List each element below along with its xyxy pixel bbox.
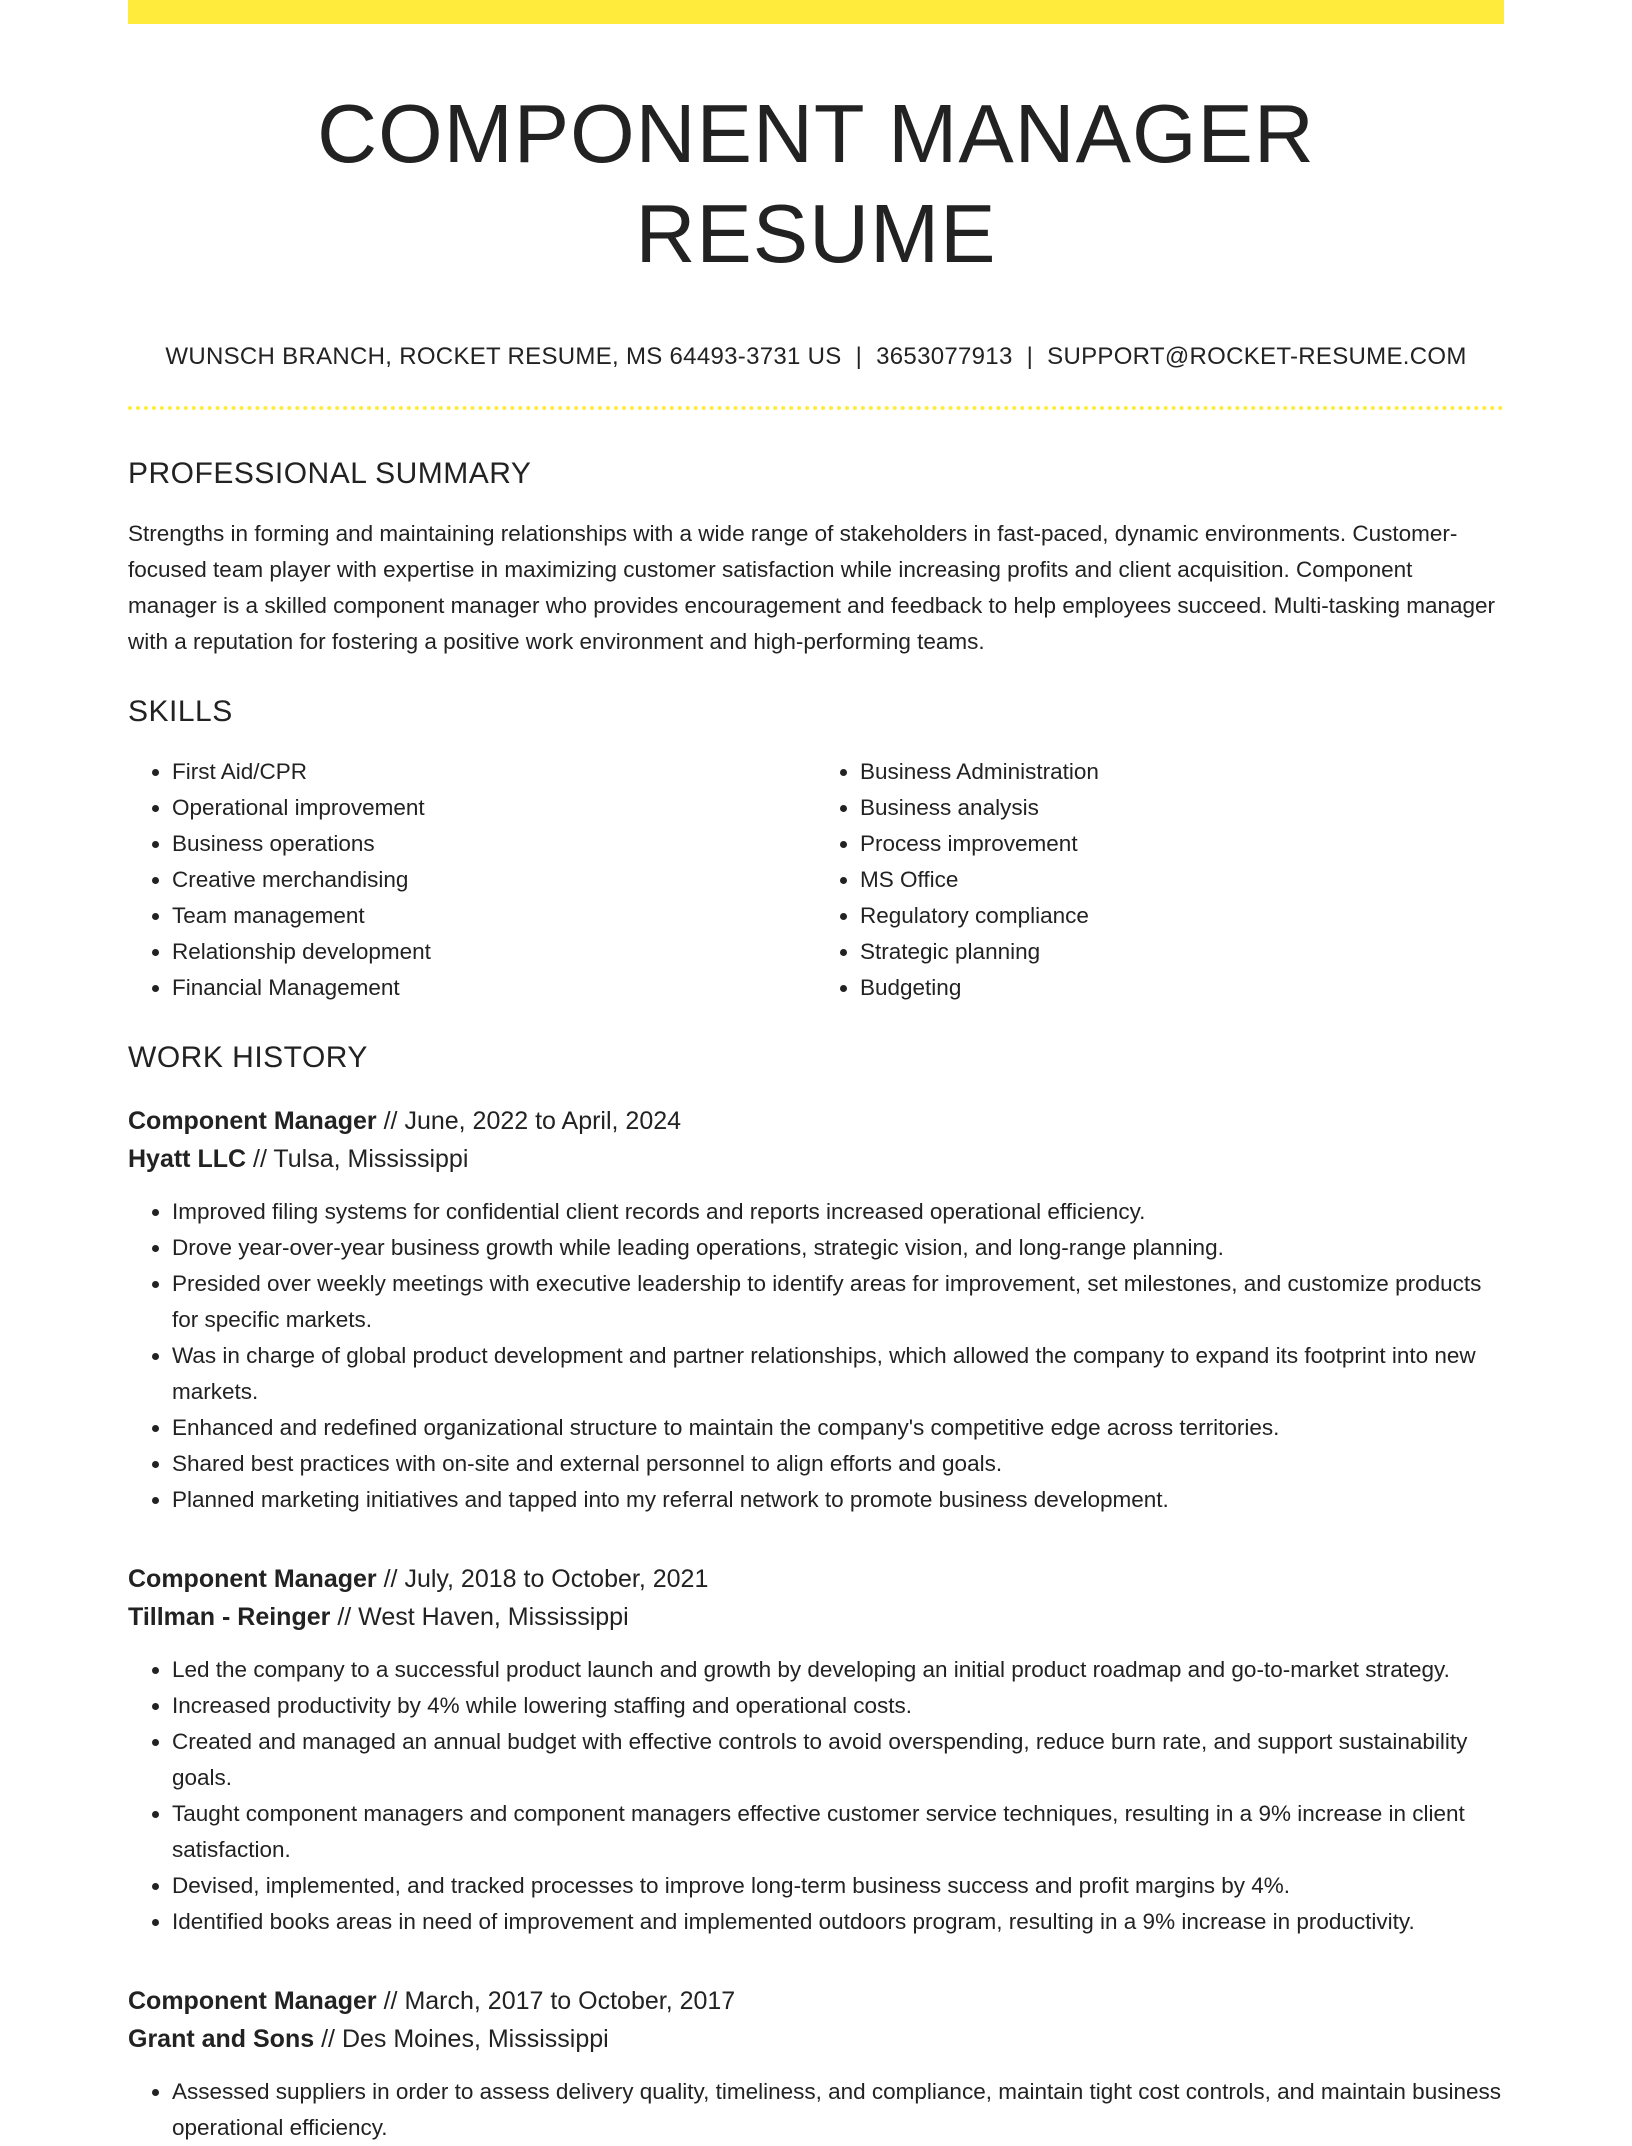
job-location: Tulsa, Mississippi	[273, 1145, 469, 1174]
contact-email: SUPPORT@ROCKET-RESUME.COM	[1047, 343, 1467, 371]
skill-item: • Regulatory compliance	[860, 898, 1504, 934]
contact-address: WUNSCH BRANCH, ROCKET RESUME, MS 64493-3731 US	[165, 343, 842, 371]
resume-title: COMPONENT MANAGER RESUME	[317, 87, 1315, 280]
job-bullet: • Devised, implemented, and tracked processes to improve long-term business success and profit margins by 4%.	[172, 1868, 1504, 1904]
dotted-divider	[128, 406, 1504, 410]
job-bullet: • Enhanced and redefined organizational structure to maintain the company's competitive edge across territories.	[172, 1410, 1504, 1446]
contact-separator: |	[855, 343, 863, 371]
job-entry	[128, 1560, 1504, 1940]
job-divider: //	[383, 1565, 398, 1594]
job-company-line	[128, 2020, 1504, 2058]
job-company: Tillman - Reinger	[128, 1603, 331, 1632]
job-role-line	[128, 1102, 1504, 1140]
job-company: Hyatt LLC	[128, 1145, 247, 1174]
job-role: Component Manager	[128, 1565, 377, 1594]
skill-item: • First Aid/CPR	[172, 754, 816, 790]
job-entry	[128, 1982, 1504, 2146]
job-dates: June, 2022 to April, 2024	[404, 1107, 682, 1136]
job-bullet: • Identified books areas in need of improvement and implemented outdoors program, resulting in a 9% increase in productivity.	[172, 1904, 1504, 1940]
contact-phone: 3653077913	[876, 343, 1013, 371]
job-role-line	[128, 1982, 1504, 2020]
job-dates: July, 2018 to October, 2021	[404, 1565, 709, 1594]
skill-item: • Team management	[172, 898, 816, 934]
job-bullet: • Drove year-over-year business growth while leading operations, strategic vision, and long-range planning.	[172, 1230, 1504, 1266]
accent-top-bar	[128, 0, 1504, 24]
job-divider: //	[383, 1107, 398, 1136]
job-bullet: • Taught component managers and component managers effective customer service techniques, resulting in a 9% increase in client satisfaction.	[172, 1796, 1504, 1868]
summary-text: Strengths in forming and maintaining relationships with a wide range of stakeholders in fast-paced, dynamic environments. Customer-focused team player with expertise in maximizing customer satisfaction while increasing profits and client acquisition. Component manager is a skilled component manager who provides encouragement and feedback to help employees succeed. Multi-tasking manager with a reputation for fostering a positive work environment and high-performing teams.	[128, 521, 1496, 655]
job-bullet: • Assessed suppliers in order to assess delivery quality, timeliness, and compliance, maintain tight cost controls, and maintain business operational efficiency.	[172, 2074, 1504, 2146]
job-bullet: • Presided over weekly meetings with executive leadership to identify areas for improvement, set milestones, and customize products for specific markets.	[172, 1266, 1504, 1338]
job-company: Grant and Sons	[128, 2025, 315, 2054]
skills-heading: SKILLS	[128, 695, 233, 729]
job-divider: //	[337, 1603, 352, 1632]
job-role-line	[128, 1560, 1504, 1598]
job-bullets	[128, 1652, 1504, 1940]
skill-item: • Strategic planning	[860, 934, 1504, 970]
job-bullets	[128, 2074, 1504, 2146]
job-bullet: • Led the company to a successful product launch and growth by developing an initial product roadmap and go-to-market strategy.	[172, 1652, 1504, 1688]
job-divider: //	[253, 1145, 267, 1174]
contact-separator: |	[1026, 343, 1034, 371]
contact-line	[128, 341, 1504, 372]
job-location: West Haven, Mississippi	[358, 1603, 629, 1632]
job-role: Component Manager	[128, 1987, 377, 2016]
job-bullet: • Created and managed an annual budget with effective controls to avoid overspending, reduce burn rate, and support sustainability goals.	[172, 1724, 1504, 1796]
job-divider: //	[321, 2025, 335, 2054]
job-bullet: • Increased productivity by 4% while lowering staffing and operational costs.	[172, 1688, 1504, 1724]
job-location: Des Moines, Mississippi	[341, 2025, 609, 2054]
job-bullet: • Planned marketing initiatives and tapped into my referral network to promote business development.	[172, 1482, 1504, 1518]
job-divider: //	[383, 1987, 398, 2016]
skill-item: • MS Office	[860, 862, 1504, 898]
summary-heading: PROFESSIONAL SUMMARY	[128, 457, 532, 491]
skill-item: • Process improvement	[860, 826, 1504, 862]
skill-item: • Operational improvement	[172, 790, 816, 826]
work-history-heading: WORK HISTORY	[128, 1041, 368, 1075]
skills-grid	[128, 754, 1504, 1006]
skills-list-left	[128, 754, 816, 1006]
skill-item: • Financial Management	[172, 970, 816, 1006]
job-dates: March, 2017 to October, 2017	[404, 1987, 736, 2016]
skill-item: • Business Administration	[860, 754, 1504, 790]
skill-item: • Business operations	[172, 826, 816, 862]
job-role: Component Manager	[128, 1107, 377, 1136]
job-bullet: • Was in charge of global product development and partner relationships, which allowed the company to expand its footprint into new markets.	[172, 1338, 1504, 1410]
job-bullets	[128, 1194, 1504, 1518]
resume-page	[128, 0, 1504, 2146]
skills-list-right	[816, 754, 1504, 1006]
job-company-line	[128, 1140, 1504, 1178]
job-bullet: • Improved filing systems for confidential client records and reports increased operational efficiency.	[172, 1194, 1504, 1230]
job-company-line	[128, 1598, 1504, 1636]
skill-item: • Creative merchandising	[172, 862, 816, 898]
job-bullet: • Shared best practices with on-site and external personnel to align efforts and goals.	[172, 1446, 1504, 1482]
skill-item: • Business analysis	[860, 790, 1504, 826]
skill-item: • Budgeting	[860, 970, 1504, 1006]
job-entry	[128, 1102, 1504, 1518]
skill-item: • Relationship development	[172, 934, 816, 970]
